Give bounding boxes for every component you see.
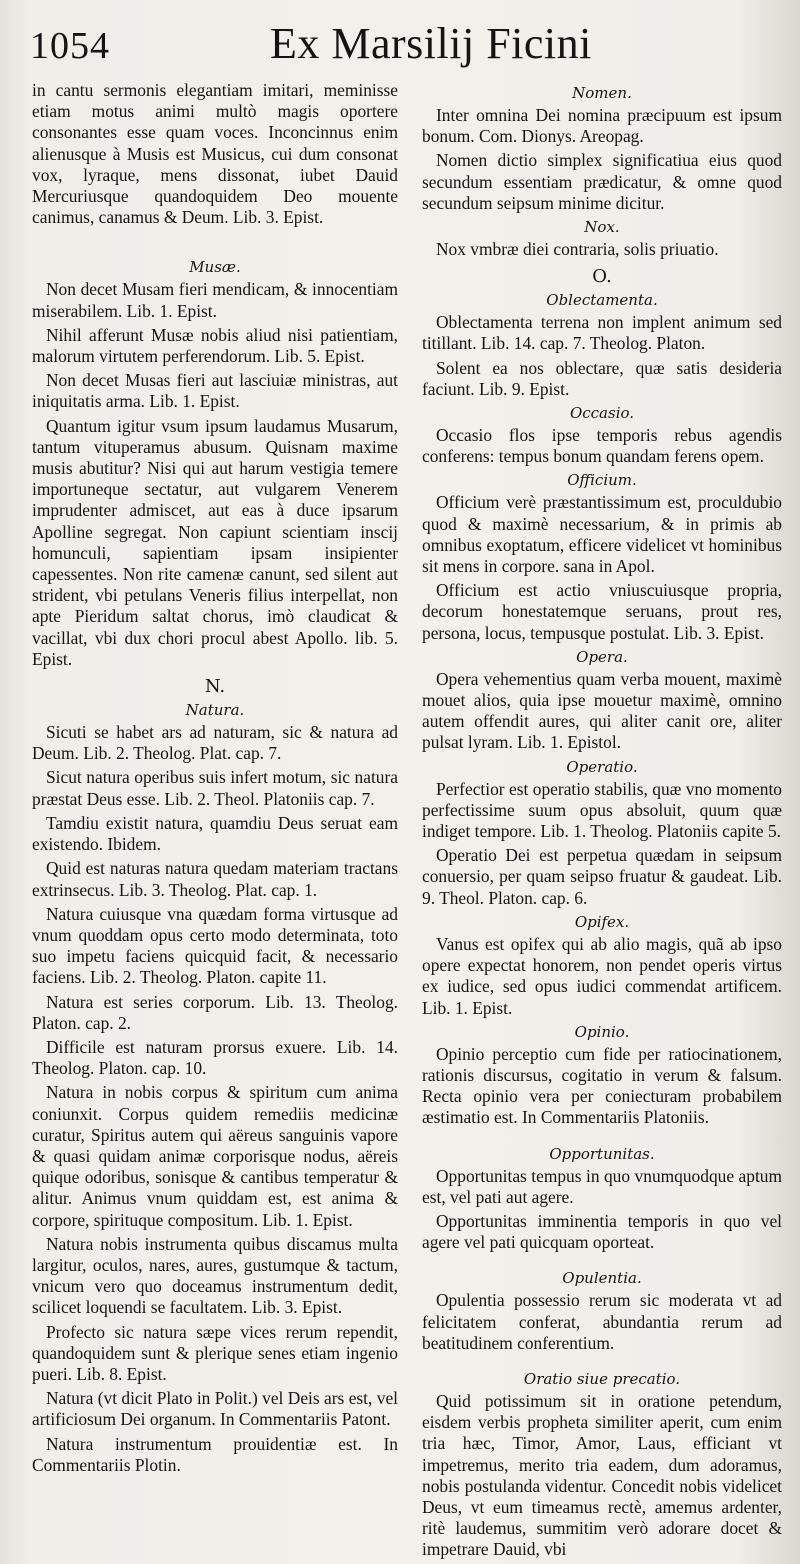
- entry-paragraph: Natura est series corporum. Lib. 13. Theolog. Platon. cap. 2.: [32, 991, 398, 1033]
- entry-heading: Opifex.: [574, 912, 630, 931]
- entry-paragraph: Opulentia possessio rerum sic moderata vt ad felicitatem conferat, abundantia rerum ad beatitudinem conferentium.: [422, 1290, 782, 1353]
- entry-heading: Opinio.: [574, 1022, 630, 1041]
- dictionary-entry: [422, 1023, 782, 1129]
- entry-paragraph: Quantum igitur vsum ipsum laudamus Musarum, tantum vituperamus abusum. Quisnam maxime musis abutitur? Nisi qui aut harum vestigia temere importuneque sectatur, aut vulgarem Venerem imprudenter admiscet, aut eas à duce ipsarum Apolline segregat. Non capiunt scientiam inscij homunculi, sapientiam ipsam insipienter capessentes. Non rite camenæ canunt, sed silent aut strident, vbi petulans Veneris filius interpellat, non apte Pieridum saltat chorus, imò claudicat & vacillat, vbi dux chori procul abest Apollo. lib. 5. Epist.: [32, 415, 398, 669]
- dictionary-entry: [422, 648, 782, 754]
- entry-heading: Occasio.: [569, 404, 635, 423]
- dictionary-entry: [422, 291, 782, 400]
- dictionary-entry: [422, 913, 782, 1019]
- entry-paragraph: Profecto sic natura sæpe vices rerum rependit, quandoquidem sunt & plerique senes etiam ingenio pueri. Lib. 8. Epist.: [32, 1321, 398, 1384]
- running-title: Ex Marsilij Ficini: [270, 19, 592, 68]
- entry-paragraph: Nihil afferunt Musæ nobis aliud nisi patientiam, malorum virtutem perferendorum. Lib. 5. Epist.: [32, 324, 398, 367]
- entry-paragraph: Quid est naturas natura quedam materiam tractans extrinsecus. Lib. 3. Theolog. Plat. cap. 1.: [32, 858, 398, 900]
- entry-paragraph: Vanus est opifex qui ab alio magis, quã ab ipso opere expectat honorem, non pendet operis virtus ex iudice, sed opus iudici commendat artificem. Lib. 1. Epist.: [422, 933, 782, 1018]
- entry-paragraph: Officium est actio vniuscuiusque propria, decorum honestatemque seruans, prout res, persona, locus, tempusque postulat. Lib. 3. Epist.: [422, 580, 782, 643]
- entry-paragraph: in cantu sermonis elegantiam imitari, meminisse etiam motus animi multò magis oportere consonantes esse quam voces. Inconcinnus enim alienusque à Musis est Musicus, cui dum consonat vox, lyraque, mens dissonat, iubet Dauid Mercuriusque quandoquidem Deo mouente canimus, canamus & Deum. Lib. 3. Epist.: [32, 80, 398, 228]
- left-column: [32, 80, 398, 1542]
- entry-paragraph: Sicut natura operibus suis infert motum, sic natura præstat Deus esse. Lib. 2. Theol. Platoniis cap. 7.: [32, 767, 398, 809]
- entry-paragraph: Inter omnina Dei nomina præcipuum est ipsum bonum. Com. Dionys. Areopag.: [422, 105, 782, 147]
- entry-paragraph: Non decet Musas fieri aut lasciuiæ ministras, aut iniquitatis arma. Lib. 1. Epist.: [32, 370, 398, 412]
- entry-paragraph: Natura nobis instrumenta quibus discamus multa largitur, oculos, nares, aures, gustumque & tactum, vnicum vero quo doceamus instrumentum dedit, scilicet loquendi se facultatem. Lib. 3. Epist.: [32, 1233, 398, 1318]
- entry-paragraph: Occasio flos ipse temporis rebus agendis conferens: tempus bonum quandam ferens opem.: [422, 425, 782, 467]
- dictionary-entry: [422, 1145, 782, 1254]
- dictionary-entry: [422, 218, 782, 260]
- entry-paragraph: Operatio Dei est perpetua quædam in seipsum conuersio, per quam seipso fruatur & gaudeat. Lib. 9. Theol. Platon. cap. 6.: [422, 845, 782, 908]
- entry-heading: Oblectamenta.: [546, 291, 658, 310]
- spacer: [32, 232, 398, 254]
- entry-heading: Nox.: [584, 218, 620, 237]
- entry-heading: Musæ.: [189, 258, 241, 277]
- entry-paragraph: Nomen dictio simplex significatiua eius quod secundum essentiam prædicatur, & omne quod secundum seipsum minime dicitur.: [422, 150, 782, 213]
- entry-paragraph: Tamdiu existit natura, quamdiu Deus seruat eam existendo. Ibidem.: [32, 812, 398, 855]
- dictionary-entry: [422, 84, 782, 214]
- page-number: 1054: [30, 25, 110, 67]
- entry-paragraph: Non decet Musam fieri mendicam, & innocentiam miserabilem. Lib. 1. Epist.: [32, 279, 398, 321]
- entry-paragraph: Nox vmbræ diei contraria, solis priuatio.: [436, 239, 719, 260]
- entry-heading: Officium.: [567, 471, 637, 490]
- entry-paragraph: Sicuti se habet ars ad naturam, sic & natura ad Deum. Lib. 2. Theolog. Plat. cap. 7.: [32, 722, 398, 764]
- dictionary-entry: [422, 1269, 782, 1354]
- entry-heading: Natura.: [185, 701, 245, 720]
- entry-paragraph: Opportunitas tempus in quo vnumquodque aptum est, vel pati aut agere.: [422, 1165, 782, 1207]
- entry-paragraph: Solent ea nos oblectare, quæ satis desideria faciunt. Lib. 9. Epist.: [422, 357, 782, 399]
- entry-heading: Operatio.: [566, 757, 638, 776]
- entry-paragraph: Natura instrumentum prouidentiæ est. In Commentariis Plotin.: [32, 1433, 398, 1475]
- dictionary-entry: [32, 258, 398, 670]
- right-column: [422, 80, 782, 1560]
- page-header: [0, 0, 800, 78]
- dictionary-entry: [422, 404, 782, 467]
- entry-paragraph: Opportunitas imminentia temporis in quo vel agere vel pati quicquam oporteat.: [422, 1210, 782, 1253]
- entry-paragraph: Natura in nobis corpus & spiritum cum anima coniunxit. Corpus quidem remediis medicinæ curatur, Spiritus autem qui aëreus sanguinis vapore & quasi quidam animæ corporisque nodus, aëreis quique odoribus, sonisque & cantibus temperatur & alitur. Animus vnum quiddam est, est anima & corpore, spirituque compositum. Lib. 1. Epist.: [32, 1082, 398, 1230]
- entry-paragraph: Opinio perceptio cum fide per ratiocinationem, rationis discursus, cogitatio in verum & falsum. Recta opinio vera per coniecturam probabilem æstimatio est. In Commentariis Platoniis.: [422, 1043, 782, 1128]
- entry-heading: Nomen.: [572, 84, 632, 102]
- entry-heading: Opera.: [576, 647, 628, 666]
- dictionary-entry: [422, 1370, 782, 1561]
- entry-heading: Oratio siue precatio.: [523, 1369, 681, 1388]
- dictionary-entry: [32, 676, 398, 697]
- dictionary-entry: [422, 471, 782, 643]
- entry-paragraph: Quid potissimum sit in oratione petendum, eisdem verbis propheta similiter aperit, cum enim tria hæc, Timor, Amor, Laus, efficiant vt impetremus, merito tria eadem, dum adoramus, nobis postulanda videntur. Concedit nobis videlicet Deus, vt eum timeamus rectè, amemus ardenter, ritè laudemus, summitim verò adorare docet & impetrare Dauid, vbi: [422, 1390, 782, 1560]
- entry-heading: Opulentia.: [562, 1269, 642, 1288]
- section-letter: O.: [592, 266, 612, 288]
- dictionary-entry: [32, 701, 398, 1476]
- dictionary-entry: [422, 266, 782, 287]
- spacer: [422, 1257, 782, 1265]
- entry-heading: Opportunitas.: [549, 1144, 655, 1163]
- section-letter: N.: [204, 676, 226, 698]
- entry-paragraph: Natura (vt dicit Plato in Polit.) vel Deis ars est, vel artificiosum Dei organum. In Commentariis Patont.: [32, 1388, 398, 1430]
- spacer: [422, 1133, 782, 1141]
- spacer: [422, 1358, 782, 1366]
- entry-paragraph: Opera vehementius quam verba mouent, maximè mouet alios, quia ipse mouetur maximè, omnino autem offendit aures, qui aliter canit ore, aliter pulsat lyram. Lib. 1. Epistol.: [422, 668, 782, 753]
- dictionary-entry: [32, 80, 398, 228]
- entry-paragraph: Natura cuiusque vna quædam forma virtusque ad vnum quoddam opus certo modo determinata, toto suo impetu faciens quicquid facit, & necessario faciens. Lib. 2. Theolog. Platon. capite 11.: [32, 903, 398, 988]
- entry-paragraph: Oblectamenta terrena non implent animum sed titillant. Lib. 14. cap. 7. Theolog. Platon.: [422, 312, 782, 354]
- dictionary-entry: [422, 758, 782, 909]
- entry-paragraph: Officium verè præstantissimum est, proculdubio quod & maximè necessarium, & in primis ab omnibus exoptatum, efficere videlicet vt hominibus sit mens in corpore. sana in Apol.: [422, 492, 782, 577]
- entry-paragraph: Perfectior est operatio stabilis, quæ vno momento perfectissime suum opus absoluit, quum quæ indiget tempore. Lib. 1. Theolog. Platoniis capite 5.: [422, 778, 782, 842]
- entry-paragraph: Difficile est naturam prorsus exuere. Lib. 14. Theolog. Platon. cap. 10.: [32, 1036, 398, 1079]
